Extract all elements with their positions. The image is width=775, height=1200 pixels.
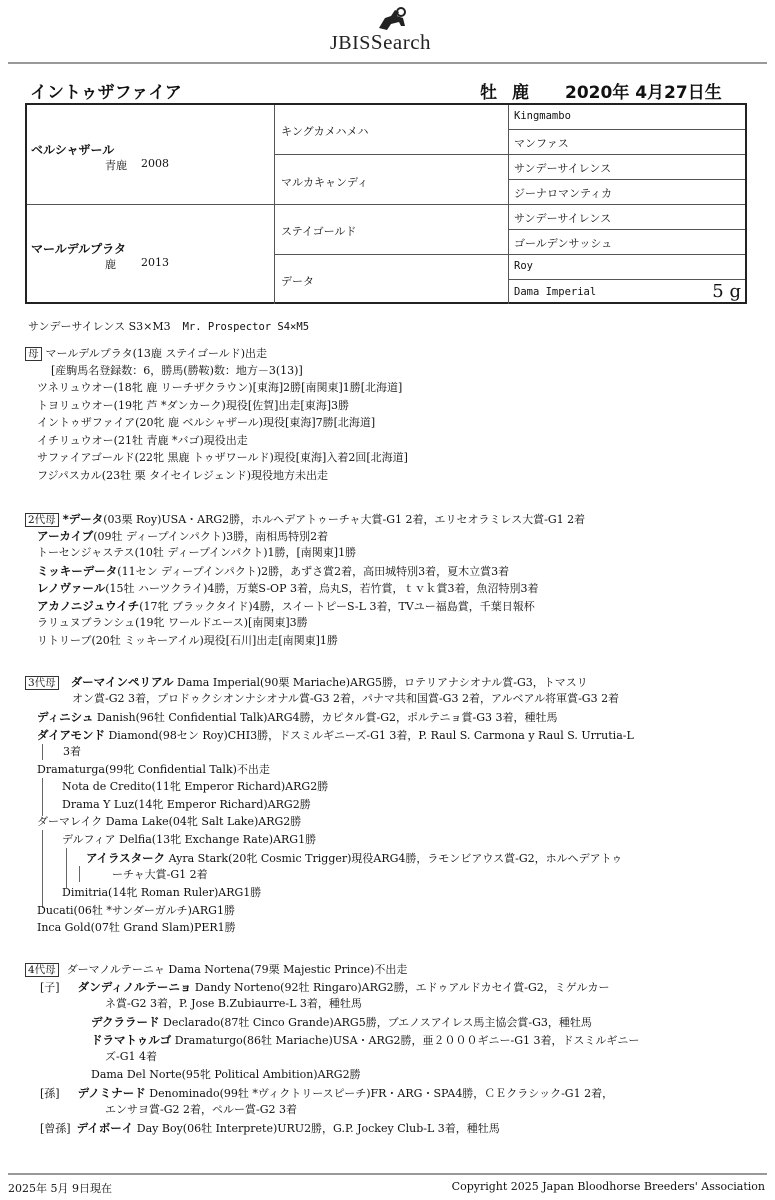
- inbreeding-b: Mr. Prospector S4×M5: [182, 321, 310, 333]
- footer-rule: [8, 1173, 767, 1175]
- gen3-cell: [509, 280, 745, 304]
- line-text: Ducati(06牡 *サンダーガルチ)ARG1勝: [37, 904, 235, 917]
- horse-link[interactable]: *データ: [62, 512, 104, 526]
- section-tag: 2代母: [25, 513, 59, 527]
- line-text: ダーマレイク Dama Lake(04牝 Salt Lake)ARG2勝: [37, 815, 302, 828]
- dam-cell: [27, 205, 275, 304]
- gen2-name[interactable]: マルカキャンディ: [281, 176, 369, 189]
- g4-line: [105, 997, 362, 1011]
- g3-line: [62, 780, 328, 794]
- tree-line: [42, 744, 43, 760]
- jbis-logo[interactable]: [320, 6, 470, 56]
- line-text: [産駒馬名登録数：6，勝馬(勝鞍)数：地方－3(13)]: [51, 364, 303, 377]
- g3-line: [37, 904, 235, 918]
- line-text: トーセンジャステス(10牡 ディープインパクト)1勝，[南関東]1勝: [37, 546, 357, 559]
- g2-line: [37, 564, 509, 579]
- dam-line: [37, 416, 375, 430]
- dam-line: [51, 364, 303, 378]
- g2-line: [37, 616, 308, 630]
- g2-line: [37, 634, 338, 648]
- horse-link[interactable]: ディニシュ: [37, 710, 94, 724]
- line-text: (09牡 ディープインパクト)3勝，南相馬特別2着: [93, 530, 329, 543]
- sire-cell: [27, 105, 275, 205]
- g3-line: [62, 833, 316, 847]
- horse-sex: 牡: [480, 83, 497, 103]
- g3-line: [37, 710, 558, 725]
- g3-line: [25, 675, 588, 690]
- dam-line: [37, 451, 408, 465]
- g2-line: [25, 512, 585, 527]
- pedigree-table: [25, 103, 747, 304]
- sire-color: 青鹿: [105, 159, 127, 172]
- g3-line: [62, 798, 311, 812]
- g4-line: [105, 1050, 157, 1064]
- horse-link[interactable]: レノヴァール: [37, 581, 106, 595]
- line-text: Denominado(99牡 *ヴィクトリースピーチ)FR・ARG・SPA4勝，ＣＥクラシック-G1 2着，: [149, 1087, 614, 1100]
- horse-rider-icon: [375, 6, 411, 32]
- gen3-name[interactable]: サンデーサイレンス: [514, 162, 612, 175]
- gen3-cell: [509, 155, 745, 180]
- gen2-cell: [275, 255, 509, 304]
- line-text: Dama Imperial(90栗 Mariache)ARG5勝，ロテリアナシオナル賞-G3，トマスリ: [177, 676, 588, 689]
- dam-line: [37, 381, 402, 395]
- line-text: Day Boy(06牡 Interprete)URU2勝，G.P. Jockey Club-L 3着，種牡馬: [136, 1122, 500, 1135]
- line-text: ダーマノルテーニャ Dama Nortena(79栗 Majestic Prince)不出走: [66, 963, 408, 976]
- logo-search: Search: [370, 30, 432, 54]
- g3-line: [37, 815, 301, 829]
- gen3-name[interactable]: マンファス: [514, 137, 569, 150]
- g2-line: [37, 546, 356, 560]
- horse-name: イントゥザファイア: [30, 83, 182, 103]
- dam-line: [37, 399, 349, 413]
- tree-line: [66, 848, 67, 888]
- line-text: オン賞-G2 3着，プロドゥクシオンナシオナル賞-G3 2着，パナマ共和国賞-G3 2着，アルベアル将軍賞-G3 2着: [72, 692, 620, 705]
- horse-link[interactable]: ダンディノルテーニョ: [77, 980, 192, 994]
- line-text: フジパスカル(23牡 栗 タイセイレジェンド)現役地方未出走: [37, 469, 328, 482]
- horse-link[interactable]: アーカイブ: [37, 529, 94, 543]
- line-text: (17牝 ブラックタイド)4勝，スイートピーS-L 3着，TVユー福島賞，千葉日報杯: [139, 600, 535, 613]
- relation-label: [子]: [40, 981, 60, 994]
- line-text: 3着: [63, 745, 81, 758]
- gen3-cell: [509, 230, 745, 255]
- line-text: Dama Del Norte(95牝 Political Ambition)ARG2勝: [91, 1068, 361, 1081]
- g3-line: [37, 921, 236, 935]
- g3-line: [63, 745, 81, 759]
- gen2-cell: [275, 205, 509, 255]
- horse-color: 鹿: [512, 83, 529, 103]
- horse-link[interactable]: アカノニジュウイチ: [37, 599, 140, 613]
- gen3-name[interactable]: ゴールデンサッシュ: [514, 237, 613, 250]
- gen2-name[interactable]: データ: [281, 275, 314, 288]
- g2-line: [37, 529, 328, 544]
- g3-line: [37, 763, 270, 777]
- g2-line: [37, 599, 535, 614]
- dam-name[interactable]: マールデルプラタ: [31, 242, 127, 256]
- gen3-cell: [509, 180, 745, 205]
- line-text: ズ-G1 4着: [105, 1050, 157, 1063]
- tree-line: [42, 778, 43, 816]
- g4-line: [91, 1033, 639, 1048]
- g3-line: [86, 851, 622, 866]
- top-rule: [8, 62, 767, 64]
- g4-line: [91, 1068, 361, 1082]
- line-text: Danish(96牡 Confidential Talk)ARG4勝，カピタル賞-G2，ポルテニョ賞-G3 3着，種牡馬: [96, 711, 558, 724]
- horse-link[interactable]: デイボーイ: [76, 1121, 134, 1135]
- dam-line: [37, 434, 248, 448]
- line-text: Inca Gold(07牡 Grand Slam)PER1勝: [37, 921, 236, 934]
- horse-birth: 2020年 4月27日生: [565, 83, 722, 103]
- tree-line: [42, 830, 43, 908]
- line-text: デルフィア Delfia(13牝 Exchange Rate)ARG1勝: [62, 833, 317, 846]
- g3-line: [37, 728, 634, 743]
- inbreeding-line: [28, 318, 309, 334]
- dam-line: [25, 347, 267, 361]
- tree-line: [79, 866, 80, 882]
- horse-link[interactable]: デノミナード: [77, 1086, 146, 1100]
- gen3-name[interactable]: Roy: [514, 260, 533, 272]
- gen3-cell: [509, 205, 745, 230]
- line-text: ツネリュウオー(18牝 鹿 リーチザクラウン)[東海]2勝[南関東]1勝[北海道]: [37, 381, 403, 394]
- g3-line: [72, 692, 619, 706]
- g4-line: [105, 1103, 297, 1117]
- sire-name[interactable]: ベルシャザール: [31, 143, 115, 157]
- g3-line: [112, 868, 208, 882]
- weight-number: 5: [712, 281, 724, 302]
- line-text: Dramaturga(99牝 Confidential Talk)不出走: [37, 763, 270, 776]
- gen3-name[interactable]: Dama Imperial: [514, 286, 597, 298]
- section-tag: 母: [25, 347, 42, 361]
- line-text: Declarado(87牡 Cinco Grande)ARG5勝，ブエノスアイレス馬主協会賞-G3，種牡馬: [163, 1016, 592, 1029]
- horse-link[interactable]: ミッキーデータ: [37, 564, 118, 578]
- line-text: Nota de Credito(11牝 Emperor Richard)ARG2勝: [62, 780, 329, 793]
- dam-year: 2013: [141, 256, 169, 269]
- gen3-cell: [509, 105, 745, 130]
- gen3-name[interactable]: Kingmambo: [514, 110, 571, 122]
- gen3-name[interactable]: ジーナロマンティカ: [514, 187, 613, 200]
- sire-year: 2008: [141, 157, 169, 170]
- dam-line: [37, 469, 328, 483]
- line-text: Drama Y Luz(14牝 Emperor Richard)ARG2勝: [62, 798, 311, 811]
- line-text: (11セン ディープインパクト)2勝，あずさ賞2着，高田城特別3着，夏木立賞3着: [117, 565, 510, 578]
- gen3-cell: [509, 255, 745, 280]
- line-text: ラリュヌブランシュ(19牝 ワールドエース)[南関東]3勝: [37, 616, 308, 629]
- weight-unit: g: [729, 281, 741, 302]
- line-text: エンサヨ賞-G2 2着，ペルー賞-G2 3着: [105, 1103, 297, 1116]
- horse-link[interactable]: ダーマインペリアル: [70, 675, 174, 689]
- horse-link[interactable]: ダイアモンド: [37, 728, 105, 742]
- g4-line: [40, 980, 610, 995]
- g4-line: [91, 1015, 592, 1030]
- line-text: Diamond(98セン Roy)CHI3勝，ドスミルギニーズ-G1 3着，P. Raul S. Carmona y Raul S. Urrutia-L: [108, 729, 634, 742]
- line-text: リトリーブ(20牡 ミッキーアイル)現役[石川]出走[南関東]1勝: [37, 634, 338, 647]
- section-tag: 3代母: [25, 676, 59, 690]
- relation-label: [曾孫]: [40, 1122, 71, 1135]
- line-text: サファイアゴールド(22牝 黒鹿 トゥザワールド)現役[東海]入着2回[北海道]: [37, 451, 408, 464]
- line-text: マールデルプラタ(13鹿 ステイゴールド)出走: [45, 347, 268, 360]
- gen2-cell: [275, 105, 509, 155]
- line-text: イチリュウオー(21牡 青鹿 *バゴ)現役出走: [37, 434, 248, 447]
- as-of-date: 2025年 5月 9日現在: [8, 1182, 112, 1195]
- line-text: Dandy Norteno(92牡 Ringaro)ARG2勝，エドゥアルドカセイ賞-G2，ミゲルカー: [194, 981, 610, 994]
- gen2-name[interactable]: ステイゴールド: [281, 225, 357, 238]
- horse-header: [30, 78, 745, 103]
- horse-link[interactable]: アイラスターク: [86, 851, 166, 865]
- dam-color: 鹿: [105, 258, 116, 271]
- copyright: Copyright 2025 Japan Bloodhorse Breeders' Association: [451, 1180, 765, 1193]
- logo-jbis: JBIS: [330, 32, 371, 54]
- g4-line: [40, 1121, 500, 1136]
- line-text: ネ賞-G2 3着，P. Jose B.Zubiaurre-L 3着，種牡馬: [105, 997, 362, 1010]
- gen2-cell: [275, 155, 509, 205]
- horse-link[interactable]: デクララード: [91, 1015, 160, 1029]
- line-text: イントゥザファイア(20牝 鹿 ベルシャザール)現役[東海]7勝[北海道]: [37, 416, 376, 429]
- logo-text: [330, 30, 431, 55]
- gen3-cell: [509, 130, 745, 155]
- inbreeding-a: サンデーサイレンス S3×M3: [28, 320, 171, 333]
- weight-value: [712, 281, 741, 302]
- line-text: Dramaturgo(86牡 Mariache)USA・ARG2勝，亜２０００ギニー-G1 3着，ドスミルギニー: [174, 1034, 640, 1047]
- line-text: ーチャ大賞-G1 2着: [112, 868, 208, 881]
- g4-line: [40, 1086, 613, 1101]
- line-text: トヨリュウオー(19牝 芦 *ダンカーク)現役[佐賀]出走[東海]3勝: [37, 399, 350, 412]
- g3-line: [62, 886, 261, 900]
- line-text: Dimitria(14牝 Roman Ruler)ARG1勝: [62, 886, 262, 899]
- horse-link[interactable]: ドラマトゥルゴ: [91, 1033, 172, 1047]
- gen2-name[interactable]: キングカメハメハ: [281, 125, 369, 138]
- line-text: Ayra Stark(20牝 Cosmic Trigger)現役ARG4勝，ラモンビアウス賞-G2，ホルヘデアトゥ: [168, 852, 623, 865]
- line-text: (15牡 ハーツクライ)4勝，万葉S-OP 3着，烏丸S，若竹賞，ｔｖｋ賞3着，魚沼特別3着: [105, 582, 539, 595]
- gen3-name[interactable]: サンデーサイレンス: [514, 212, 612, 225]
- line-text: (03栗 Roy)USA・ARG2勝，ホルヘデアトゥーチャ大賞-G1 2着，エリセオラミレス大賞-G1 2着: [103, 513, 586, 526]
- g2-line: [37, 581, 539, 596]
- g4-line: [25, 963, 407, 977]
- section-tag: 4代母: [25, 963, 59, 977]
- relation-label: [孫]: [40, 1087, 60, 1100]
